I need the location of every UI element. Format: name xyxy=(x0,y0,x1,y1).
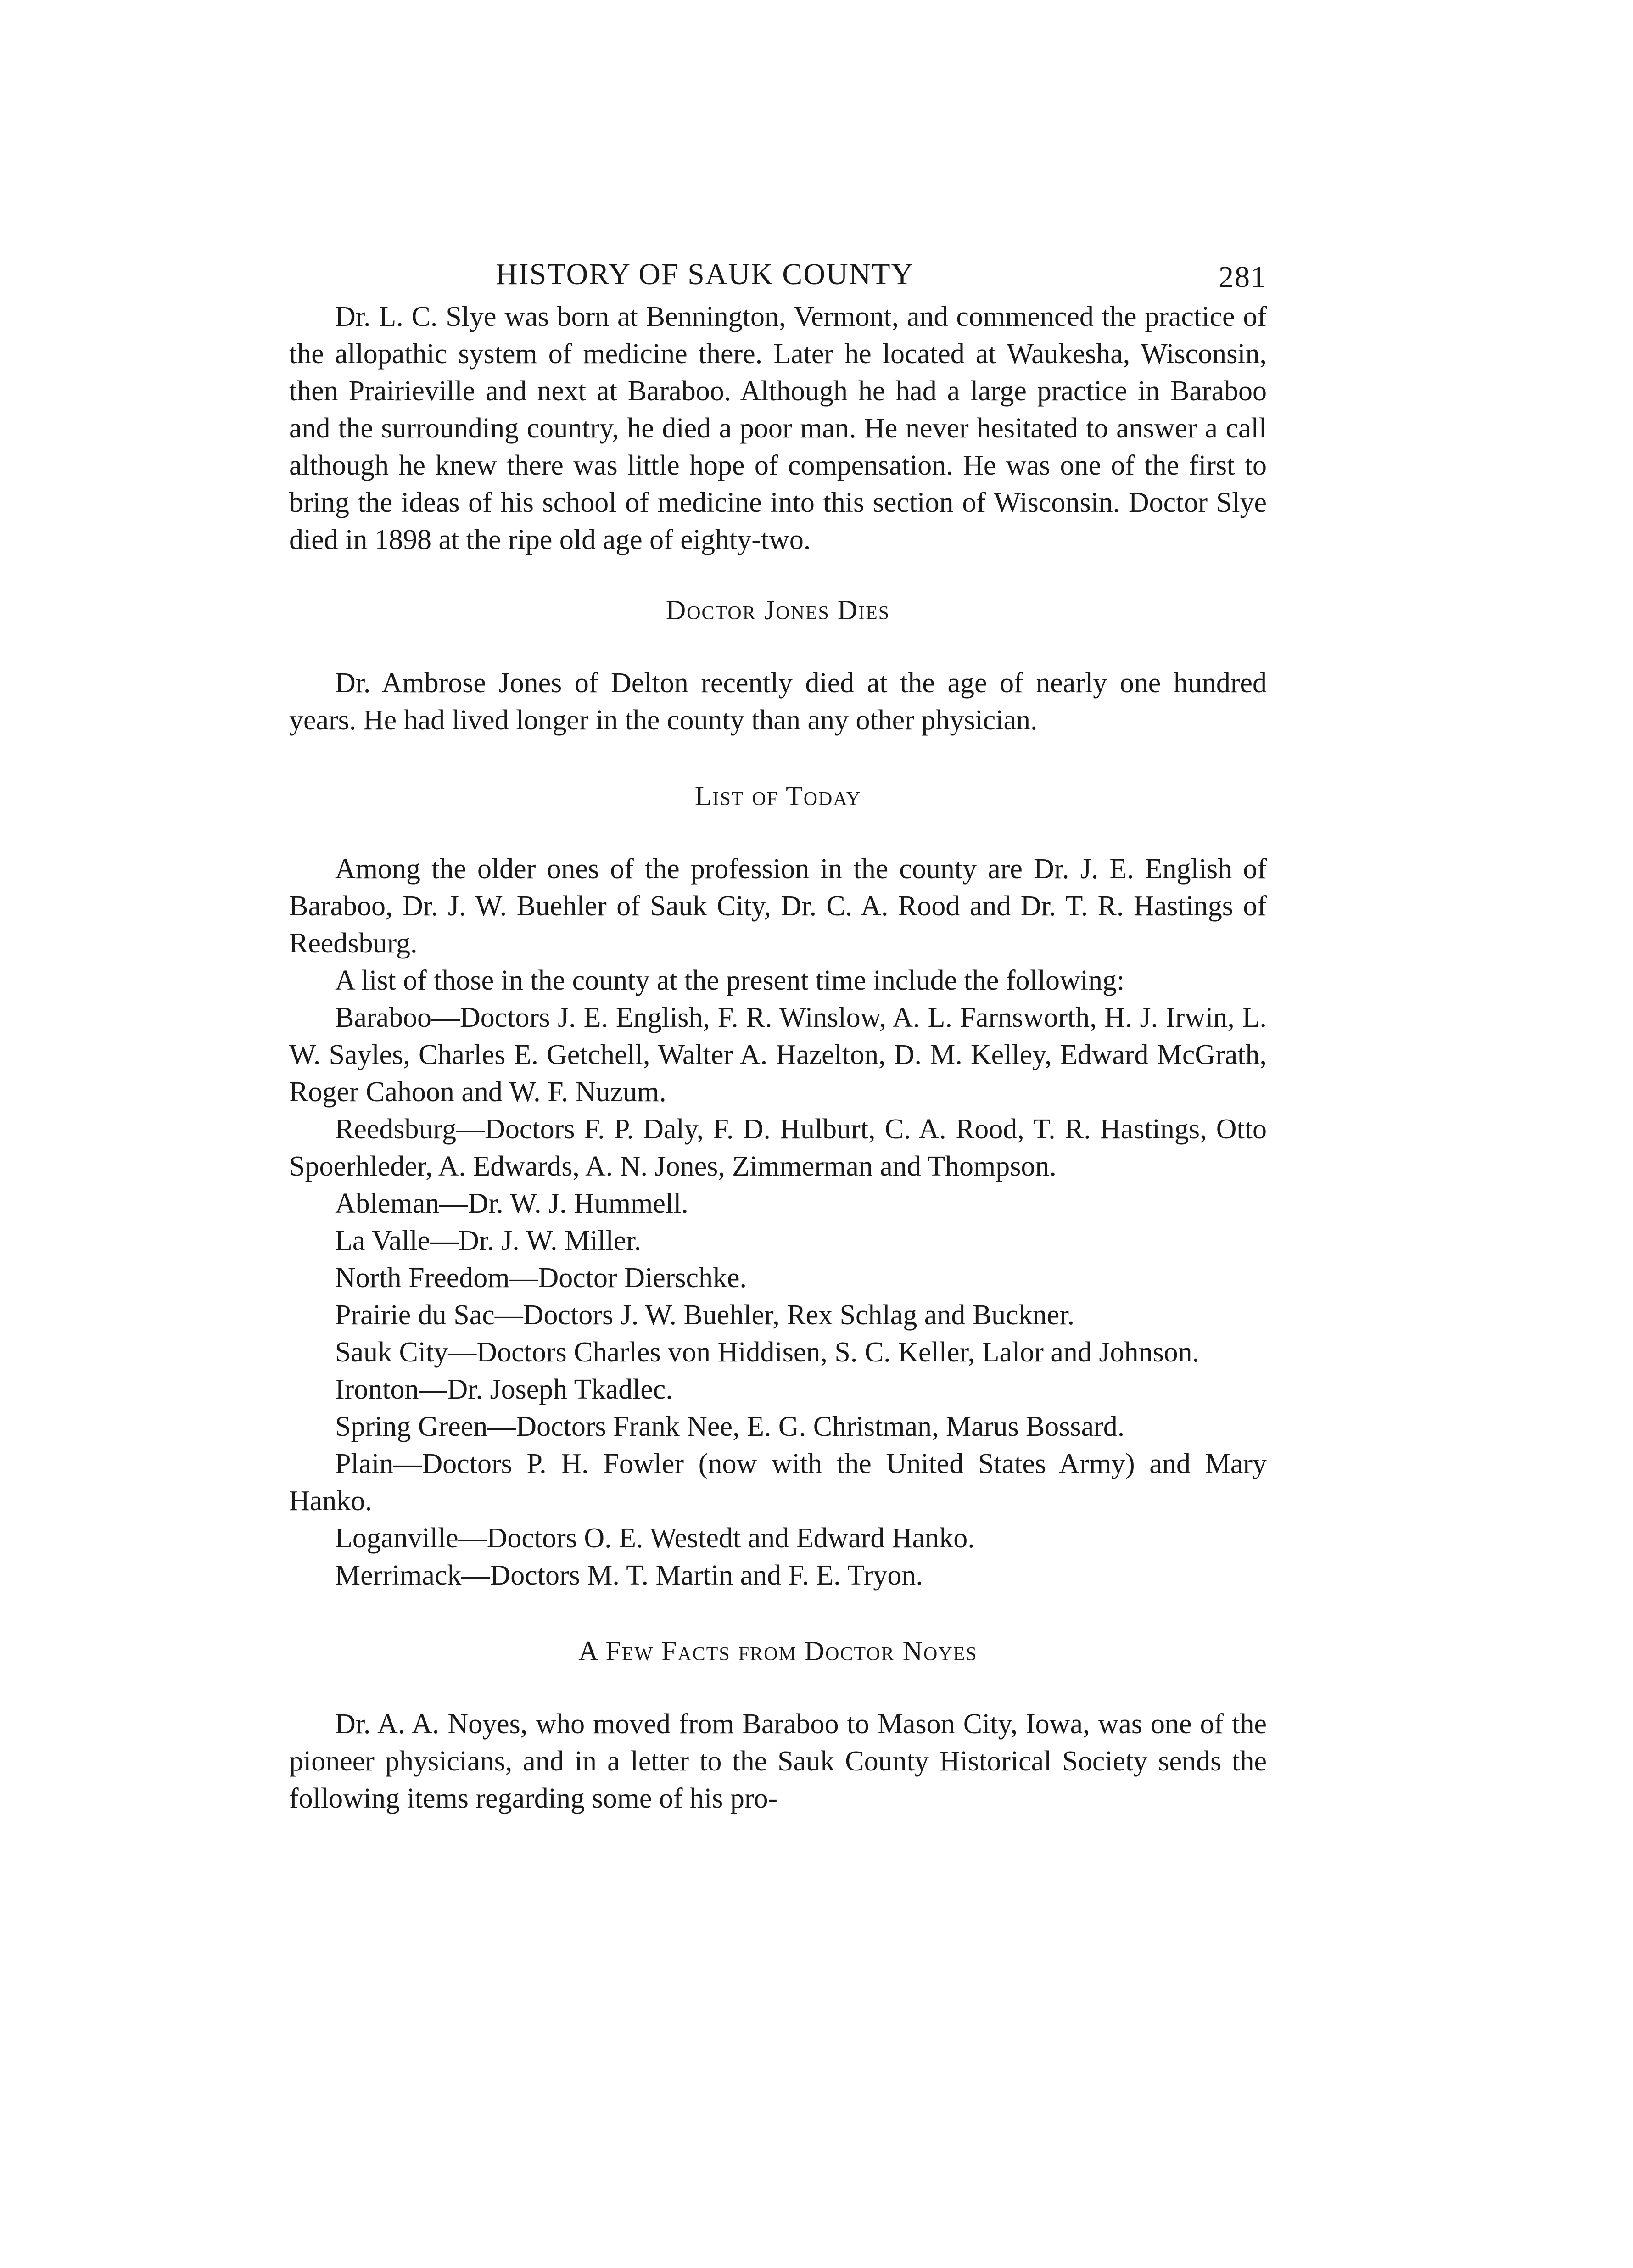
paragraph-noyes: Dr. A. A. Noyes, who moved from Baraboo to Mason City, Iowa, was one of the pioneer physicians, and in a letter to the Sauk County Historical Society sends the following items regarding some of his pro- xyxy=(289,1708,1267,1814)
list-item-ironton: Ironton—Dr. Joseph Tkadlec. xyxy=(335,1374,673,1405)
section-heading-noyes: A Few Facts from Doctor Noyes xyxy=(578,1636,978,1666)
list-item-merrimack: Merrimack—Doctors M. T. Martin and F. E. Tryon. xyxy=(335,1560,923,1591)
list-item-plain: Plain—Doctors P. H. Fowler (now with the United States Army) and Mary Hanko. xyxy=(289,1448,1267,1517)
list-item-north-freedom: North Freedom—Doctor Dierschke. xyxy=(335,1262,747,1294)
running-head xyxy=(289,248,1267,298)
list-item-baraboo: Baraboo—Doctors J. E. English, F. R. Winslow, A. L. Farnsworth, H. J. Irwin, L. W. Sayles, Charles E. Getchell, Walter A. Hazelton, D. M. Kelley, Edward McGrath, Roger Cahoon and W. F. Nuzum. xyxy=(289,1002,1267,1108)
section-heading-list: List of Today xyxy=(694,781,861,811)
list-item-loganville: Loganville—Doctors O. E. Westedt and Edward Hanko. xyxy=(335,1523,975,1554)
paragraph-older: Among the older ones of the profession in the county are Dr. J. E. English of Baraboo, Dr. J. W. Buehler of Sauk City, Dr. C. A. Rood and Dr. T. R. Hastings of Reedsburg. xyxy=(289,853,1267,959)
page-number: 281 xyxy=(1219,260,1267,294)
list-item-prairie-du-sac: Prairie du Sac—Doctors J. W. Buehler, Rex Schlag and Buckner. xyxy=(335,1299,1074,1331)
list-item-ableman: Ableman—Dr. W. J. Hummell. xyxy=(335,1188,688,1219)
paragraph-jones: Dr. Ambrose Jones of Delton recently died at the age of nearly one hundred years. He had lived longer in the county than any other physician. xyxy=(289,667,1267,736)
list-item-reedsburg: Reedsburg—Doctors F. P. Daly, F. D. Hulburt, C. A. Rood, T. R. Hastings, Otto Spoerhleder, A. Edwards, A. N. Jones, Zimmerman and Thompson. xyxy=(289,1114,1267,1182)
book-page xyxy=(289,248,1267,1817)
list-item-lavalle: La Valle—Dr. J. W. Miller. xyxy=(335,1225,642,1256)
section-heading-jones: Doctor Jones Dies xyxy=(666,595,890,625)
paragraph-slye: Dr. L. C. Slye was born at Bennington, Vermont, and commenced the practice of the allopathic system of medicine there. Later he located at Waukesha, Wisconsin, then Prairieville and next at Baraboo. Although he had a large practice in Baraboo and the surrounding country, he died a poor man. He never hesitated to answer a call although he knew there was little hope of compensation. He was one of the first to bring the ideas of his school of medicine into this section of Wisconsin. Doctor Slye died in 1898 at the ripe old age of eighty-two. xyxy=(289,301,1267,555)
list-item-sauk-city: Sauk City—Doctors Charles von Hiddisen, S. C. Keller, Lalor and Johnson. xyxy=(335,1337,1200,1368)
running-title: HISTORY OF SAUK COUNTY xyxy=(496,258,914,291)
paragraph-list-intro: A list of those in the county at the present time include the following: xyxy=(335,965,1125,996)
list-item-spring-green: Spring Green—Doctors Frank Nee, E. G. Christman, Marus Bossard. xyxy=(335,1411,1125,1442)
